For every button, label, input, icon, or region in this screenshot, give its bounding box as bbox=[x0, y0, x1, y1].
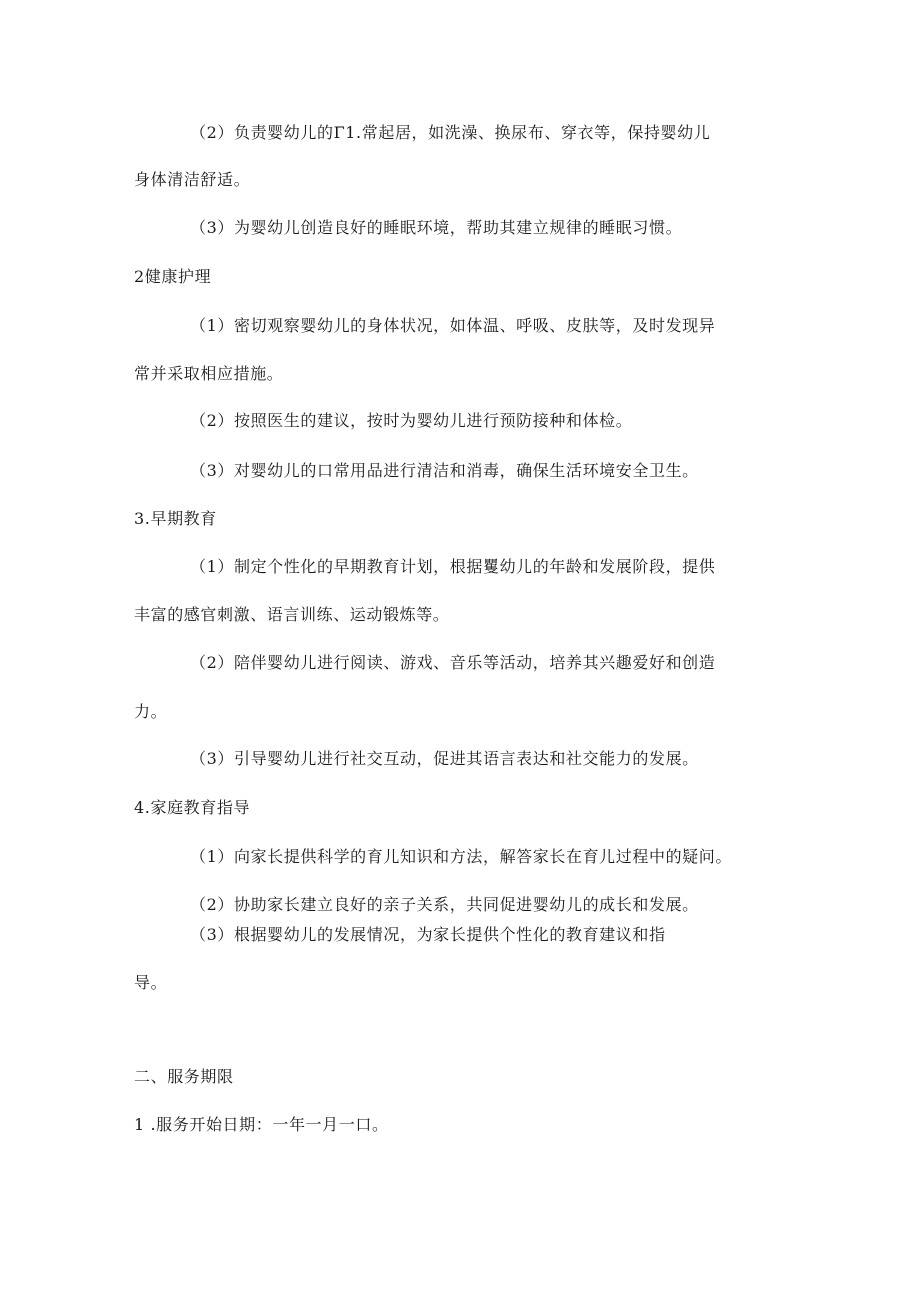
paragraph-line: （2）按照医生的建议，按时为婴幼儿进行预防接种和体检。 bbox=[190, 411, 633, 430]
paragraph-line: 力。 bbox=[134, 702, 168, 721]
paragraph-line: （3）为婴幼儿创造良好的睡眠环境，帮助其建立规律的睡眠习惯。 bbox=[190, 218, 683, 237]
paragraph-line: （3）引导婴幼儿进行社交互动，促进其语言表达和社交能力的发展。 bbox=[190, 749, 699, 768]
paragraph-line: （1）向家长提供科学的育儿知识和方法，解答家长在育儿过程中的疑问。 bbox=[190, 847, 732, 866]
paragraph-line: （2）协助家长建立良好的亲子关系，共同促进婴幼儿的成长和发展。 bbox=[190, 895, 699, 914]
paragraph-line: （2）负责婴幼儿的Γ1.常起居，如洗澡、换尿布、穿衣等，保持婴幼儿 bbox=[190, 123, 711, 142]
paragraph-line: （3）对婴幼儿的口常用品进行清洁和消毒，确保生活环境安全卫生。 bbox=[190, 461, 699, 480]
paragraph-line: 导。 bbox=[134, 973, 168, 992]
section-heading: 4.家庭教育指导 bbox=[134, 798, 251, 817]
paragraph-line: （2）陪伴婴幼儿进行阅读、游戏、音乐等活动，培养其兴趣爱好和创造 bbox=[190, 653, 716, 672]
paragraph-line: 丰富的感官刺激、语言训练、运动锻炼等。 bbox=[134, 605, 450, 624]
paragraph-line: 1 .服务开始日期：一年一月一口。 bbox=[134, 1115, 389, 1134]
paragraph-line: （1）密切观察婴幼儿的身体状况，如体温、呼吸、皮肤等，及时发现异 bbox=[190, 316, 716, 335]
paragraph-line: （3）根据婴幼儿的发展情况，为家长提供个性化的教育建议和指 bbox=[190, 925, 666, 944]
section-heading: 2健康护理 bbox=[134, 267, 212, 286]
paragraph-line: （1）制定个性化的早期教育计划，根据矍幼儿的年龄和发展阶段，提供 bbox=[190, 557, 716, 576]
paragraph-line: 常并采取相应措施。 bbox=[134, 364, 284, 383]
section-heading: 二、服务期限 bbox=[134, 1067, 234, 1086]
paragraph-line: 身体清洁舒适。 bbox=[134, 170, 251, 189]
section-heading: 3.早期教育 bbox=[134, 509, 217, 528]
